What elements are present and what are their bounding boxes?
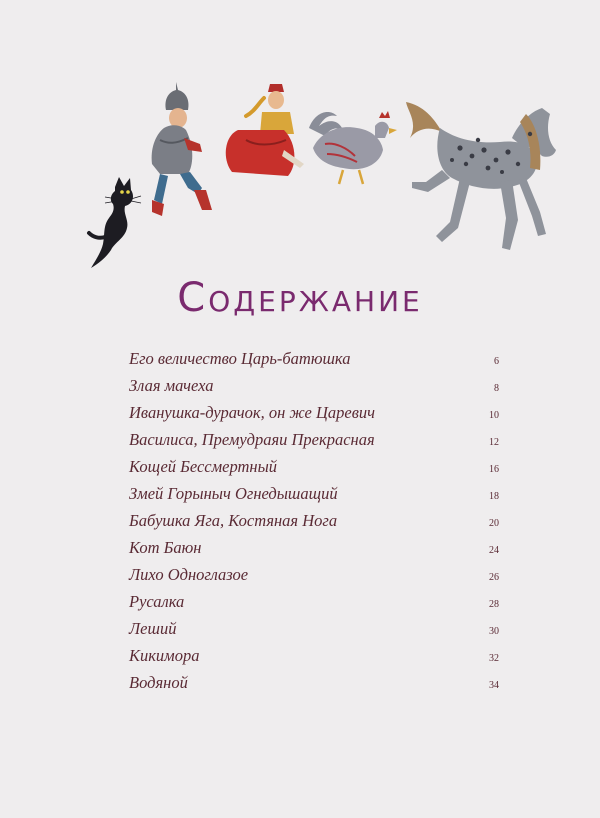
- header-illustrations: [0, 0, 600, 290]
- toc-entry-page: 34: [489, 680, 499, 691]
- toc-entry[interactable]: [129, 642, 499, 669]
- toc-entry[interactable]: [129, 453, 499, 480]
- toc-entry-page: 28: [489, 599, 499, 610]
- toc-entry-page: 30: [489, 626, 499, 637]
- table-of-contents: [129, 345, 499, 696]
- toc-entry-page: 20: [489, 518, 499, 529]
- toc-entry-page: 24: [489, 545, 499, 556]
- black-cat-icon: [75, 175, 145, 275]
- toc-entry-page: 26: [489, 572, 499, 583]
- toc-entry-page: 18: [489, 491, 499, 502]
- toc-entry-title: Русалка: [129, 592, 185, 611]
- toc-entry-page: 8: [494, 383, 499, 394]
- toc-entry-title: Василиса, Премудраяи Прекрасная: [129, 430, 375, 449]
- toc-entry[interactable]: [129, 534, 499, 561]
- toc-entry-title: Кикимора: [129, 646, 200, 665]
- toc-entry-title: Лихо Одноглазое: [129, 565, 249, 584]
- toc-entry-page: 32: [489, 653, 499, 664]
- bogatyr-warrior-icon: [138, 80, 218, 220]
- toc-entry[interactable]: [129, 507, 499, 534]
- toc-entry-title: Кот Баюн: [129, 538, 202, 557]
- toc-entry[interactable]: [129, 588, 499, 615]
- toc-entry-title: Его величество Царь-батюшка: [129, 349, 351, 368]
- toc-entry-title: Леший: [129, 619, 177, 638]
- toc-entry-page: 6: [494, 356, 499, 367]
- toc-entry[interactable]: [129, 372, 499, 399]
- page-title: Содержание: [177, 274, 423, 321]
- toc-entry-title: Иванушка-дурачок, он же Царевич: [129, 403, 376, 422]
- toc-entry-page: 12: [489, 437, 499, 448]
- toc-entry-page: 16: [489, 464, 499, 475]
- toc-entry[interactable]: [129, 615, 499, 642]
- toc-entry[interactable]: [129, 426, 499, 453]
- seated-tsarevna-icon: [218, 80, 308, 180]
- toc-entry-title: Злая мачеха: [129, 376, 214, 395]
- rooster-icon: [305, 108, 400, 188]
- toc-entry[interactable]: [129, 345, 499, 372]
- toc-entry-title: Змей Горыныч Огнедышащий: [129, 484, 338, 503]
- toc-entry-page: 10: [489, 410, 499, 421]
- toc-entry-title: Водяной: [129, 673, 188, 692]
- toc-entry[interactable]: [129, 561, 499, 588]
- toc-entry[interactable]: [129, 399, 499, 426]
- toc-entry[interactable]: [129, 480, 499, 507]
- toc-entry-title: Бабушка Яга, Костяная Нога: [129, 511, 338, 530]
- spotted-horse-icon: [400, 98, 560, 273]
- toc-entry[interactable]: [129, 669, 499, 696]
- toc-entry-title: Кощей Бессмертный: [129, 457, 278, 476]
